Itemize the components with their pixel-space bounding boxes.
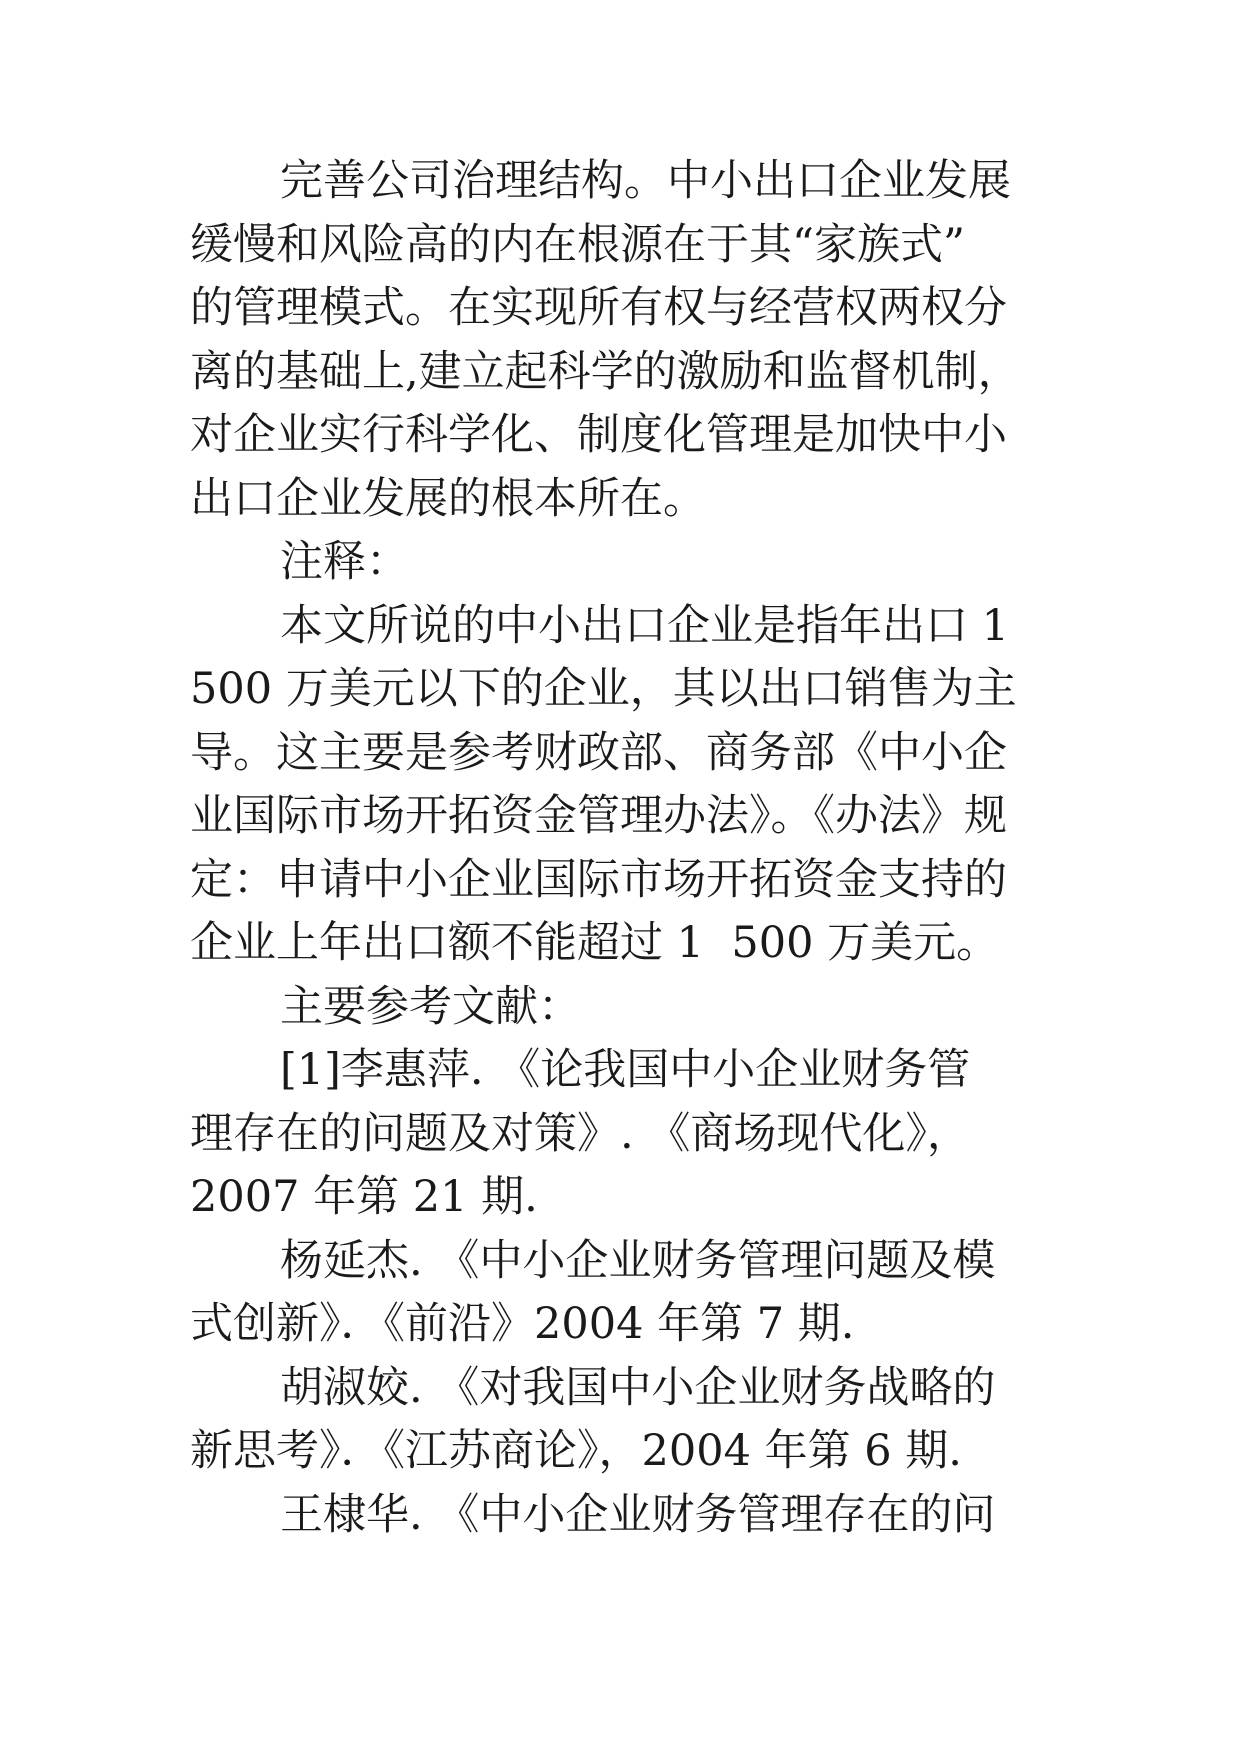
text-line: 业国际市场开拓资金管理办法》。《办法》规 [190,791,1007,841]
reference-line: [1]李惠萍. 《论我国中小企业财务管 [280,1045,971,1095]
reference-line: 新思考》．《江苏商论》，2004 年第 6 期. [190,1426,962,1476]
text-line: 离的基础上,建立起科学的激励和监督机制， [190,346,1021,397]
text-line: 定：申请中小企业国际市场开拓资金支持的 [190,854,1007,905]
text-line: 对企业实行科学化、制度化管理是加快中小 [190,410,1007,460]
text-line: 500 万美元以下的企业，其以出口销售为主 [190,664,1017,714]
reference-line: 胡淑姣. 《对我国中小企业财务战略的 [280,1362,996,1413]
notes-heading: 注释： [280,537,409,587]
reference-line: 王棣华. 《中小企业财务管理存在的问 [280,1489,996,1540]
reference-line: 式创新》．《前沿》2004 年第 7 期. [190,1299,855,1349]
reference-line: 2007 年第 21 期. [190,1172,538,1222]
text-line: 本文所说的中小出口企业是指年出口 1 [280,600,1010,651]
reference-line: 理存在的问题及对策》. 《商场现代化》， [190,1108,970,1159]
text-line: 出口企业发展的根本所在。 [190,473,706,524]
text-line: 完善公司治理结构。中小出口企业发展 [280,156,1011,206]
text-line: 缓慢和风险高的内在根源在于其“家族式” [190,219,965,270]
body-text [190,150,1070,1547]
reference-line: 杨延杰. 《中小企业财务管理问题及模 [280,1235,996,1286]
references-heading: 主要参考文献： [280,981,581,1032]
text-line: 的管理模式。在实现所有权与经营权两权分 [190,283,1007,333]
text-line: 导。这主要是参考财政部、商务部《中小企 [190,727,1007,778]
text-line: 企业上年出口额不能超过 1 500 万美元。 [190,918,1000,968]
